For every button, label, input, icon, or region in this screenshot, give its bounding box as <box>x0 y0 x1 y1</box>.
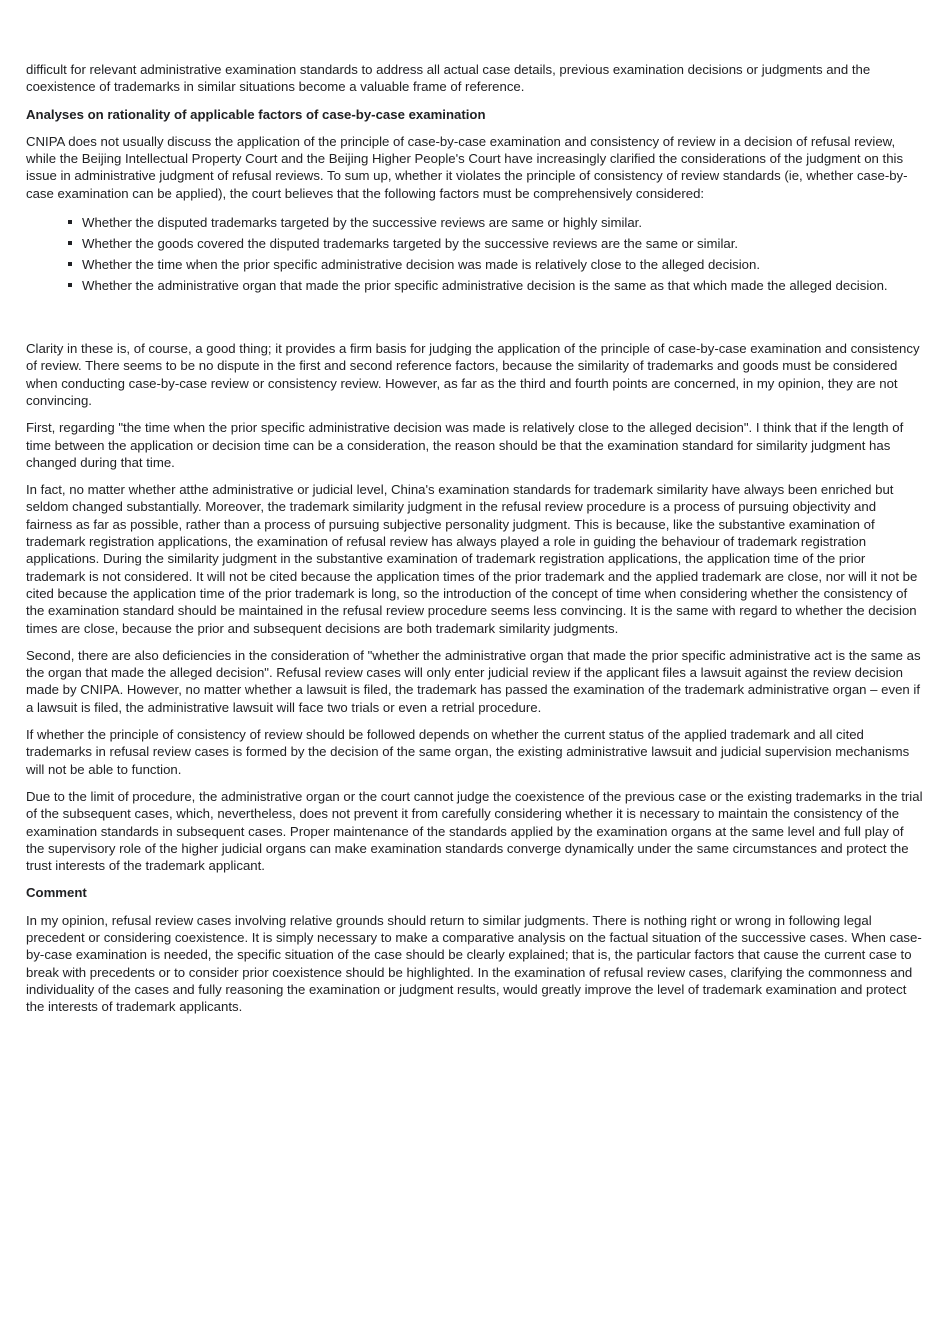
bullet-square-icon <box>68 262 72 266</box>
paragraph-first-point: First, regarding "the time when the prior specific administrative decision was made is relatively close to the alleged decision". I think that if the length of time between the application or decision time can be a consideration, the reason should be that the examination standard for similarity judgment has changed during that time. <box>26 420 904 470</box>
paragraph-clarity: Clarity in these is, of course, a good thing; it provides a firm basis for judging the application of the principle of case-by-case examination and consistency of review. There seems to be no dispute in the first and second reference factors, because the similarity of trademarks and goods must be considered when conducting case-by-case review or consistency review. However, as far as the third and fourth points are concerned, in my opinion, they are not convincing. <box>26 341 920 408</box>
bullet-square-icon <box>68 220 72 224</box>
factor-list <box>26 212 924 296</box>
paragraph-due-to-limit: Due to the limit of procedure, the administrative organ or the court cannot judge the coexistence of the previous case or the existing trademarks in the trial of the subsequent cases, which, nevertheless, does not prevent it from carefully considering whether it is necessary to maintain the consistency of the examination standards in subsequent cases. Proper maintenance of the standards applied by the examination organs at the same level and full play of the supervisory role of the higher judicial organs can make examination standards converge dynamically under the same circumstances and protect the trust interests of the trademark applicant. <box>26 788 923 874</box>
factor-list-item <box>82 233 924 254</box>
paragraph-cnipa: CNIPA does not usually discuss the application of the principle of case-by-case examination and consistency of review in a decision of refusal review, while the Beijing Intellectual Property Court and the Beijing Higher People's Court have increasingly clarified the considerations of the judgment on this issue in administrative judgment of refusal reviews. To sum up, whether it violates the principle of consistency of review standards (ie, whether case-by-case examination can be applied), the court believes that the following factors must be comprehensively considered: <box>26 133 908 201</box>
paragraph-if-whether: If whether the principle of consistency of review should be followed depends on whether the current status of the applied trademark and all cited trademarks in refusal review cases is formed by the decision of the same organ, the existing administrative lawsuit and judicial supervision mechanisms will not be able to function. <box>26 727 910 777</box>
factor-list-item <box>82 275 924 296</box>
paragraph-second-point: Second, there are also deficiencies in the consideration of "whether the administrative organ that made the prior specific administrative act is the same as the organ that made the alleged decision". Refusal review cases will only enter judicial review if the applicant files a lawsuit against the review decision made by CNIPA. However, no matter whether a lawsuit is filed, the trademark has passed the examination of the trademark administrative organ – even if a lawsuit is filed, the administrative lawsuit will face two trials or even a retrial procedure. <box>26 647 921 715</box>
factor-list-item <box>82 212 924 233</box>
factor-list-item-text: Whether the disputed trademarks targeted by the successive reviews are same or highly similar. <box>82 215 642 231</box>
factor-list-item <box>82 254 924 275</box>
factor-list-item-text: Whether the time when the prior specific administrative decision was made is relatively close to the alleged decision. <box>82 257 761 273</box>
section-heading-analyses: Analyses on rationality of applicable factors of case-by-case examination <box>26 106 486 122</box>
factor-list-item-text: Whether the administrative organ that made the prior specific administrative decision is the same as that which made the alleged decision. <box>82 278 888 294</box>
paragraph-intro-continuation: difficult for relevant administrative examination standards to address all actual case details, previous examination decisions or judgments and the coexistence of trademarks in similar situations become a valuable frame of reference. <box>26 62 871 95</box>
bullet-square-icon <box>68 241 72 245</box>
paragraph-opinion: In my opinion, refusal review cases involving relative grounds should return to similar judgments. There is nothing right or wrong in following legal precedent or considering coexistence. It is simply necessary to make a comparative analysis on the factual situation of the successive cases. When case-by-case examination is needed, the specific situation of the case should be clearly explained; that is, the particular factors that cause the current case to break with precedents or to consider prior coexistence should be highlighted. In the examination of refusal review cases, clarifying the commonness and individuality of the cases and fully reasoning the examination or judgment results, would greatly improve the level of trademark examination and protect the interests of trademark applicants. <box>26 912 922 1015</box>
bullet-square-icon <box>68 283 72 287</box>
factor-list-item-text: Whether the goods covered the disputed trademarks targeted by the successive reviews are the same or similar. <box>82 236 739 252</box>
section-heading-comment: Comment <box>26 885 87 901</box>
paragraph-in-fact: In fact, no matter whether atthe administrative or judicial level, China's examination standards for trademark similarity have always been enriched but seldom changed substantially. Moreover, the trademark similarity judgment in the refusal review procedure is a process of pursuing objectivity and fairness as far as possible, rather than a process of pursuing subjective personality judgment. This is because, like the substantive examination of trademark registration applications, the examination of refusal review has always played a role in guiding the behaviour of trademark registration applications. During the similarity judgment in the substantive examination of trademark registration applications, the application time of the prior trademark is not considered. It will not be cited because the application times of the prior trademark and the applied trademark are close, nor will it not be cited because the application time of the prior trademark is long, so the introduction of the concept of time when considering whether the consistency of the examination standard should be maintained in the refusal review procedure seems less convincing. It is the same with regard to whether the decision times are close, because the prior and subsequent decisions are both trademark similarity judgments. <box>26 482 918 636</box>
